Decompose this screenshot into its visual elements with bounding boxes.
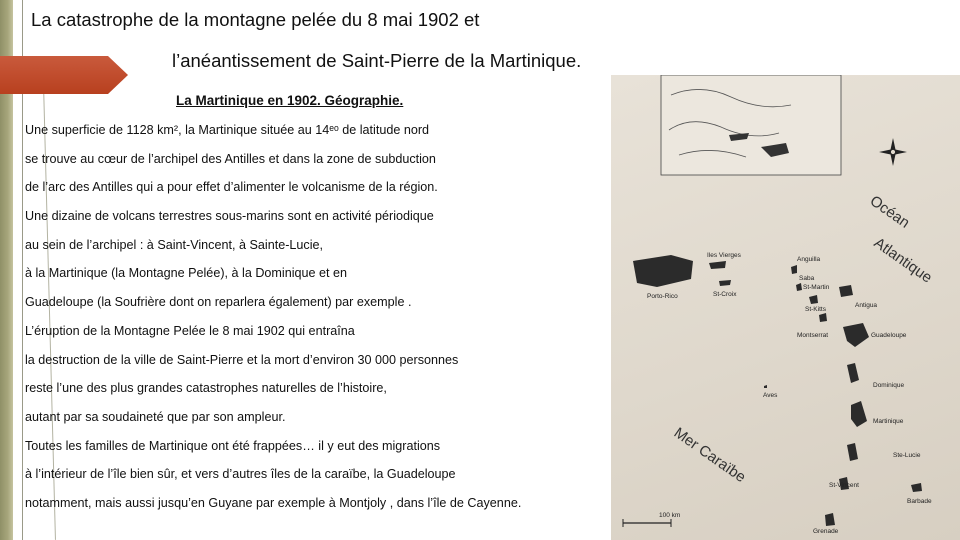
map-label: Aves — [763, 392, 778, 399]
map-island-iles-vierges — [709, 261, 726, 269]
map-label: Saba — [799, 275, 815, 282]
body-line: reste l’une des plus grandes catastrophes naturelles de l’histoire, — [25, 381, 387, 396]
map-label: Porto-Rico — [647, 293, 678, 300]
map-sea-label: Mer Caraïbe — [670, 424, 749, 487]
map-label: St-Vincent — [829, 482, 859, 489]
map-label: Iles Vierges — [707, 252, 741, 259]
map-label: Montserrat — [797, 332, 829, 339]
body-line: de l’arc des Antilles qui a pour effet d’alimenter le volcanisme de la région. — [25, 180, 438, 195]
title-accent-bar — [0, 56, 128, 94]
body-line: autant par sa soudaineté que par son ampleur. — [25, 409, 286, 424]
body-line: Toutes les familles de Martinique ont été frappées… il y eut des migrations — [25, 438, 441, 453]
map-island-guadeloupe — [843, 323, 869, 347]
map-label: Antigua — [855, 302, 878, 309]
body-line: Une dizaine de volcans terrestres sous-marins sont en activité périodique — [25, 209, 434, 224]
map-label: Ste-Lucie — [893, 452, 921, 459]
map-label: St-Kitts — [805, 306, 826, 313]
map-island-st-martin — [796, 283, 802, 291]
map-island-dominique — [847, 363, 859, 383]
map-island-ste-lucie — [847, 443, 858, 461]
compass-rose-icon — [879, 138, 907, 166]
map-island-aves — [764, 385, 767, 388]
map-island-porto-rico — [633, 255, 693, 287]
body-line: Une superficie de 1128 km², la Martinique située au 14ᵉᵒ de latitude nord — [25, 123, 430, 137]
map-ocean-label: Océan — [866, 192, 913, 232]
inset-map — [661, 75, 841, 175]
antilles-map-photo — [611, 75, 960, 540]
slide-title-line-1: La catastrophe de la montagne pelée du 8 mai 1902 et — [31, 9, 480, 30]
map-label: St-Croix — [713, 291, 737, 298]
map-scale-bar — [623, 512, 680, 527]
map-island-grenade — [825, 513, 835, 526]
map-island-antigua — [839, 285, 853, 297]
body-line: au sein de l’archipel : à Saint-Vincent, à Sainte-Lucie, — [25, 237, 324, 252]
body-line: à la Martinique (la Montagne Pelée), à la Dominique et en — [25, 266, 348, 281]
map-island-anguilla — [791, 265, 797, 274]
antilles-map — [611, 75, 960, 540]
body-line: Guadeloupe (la Soufrière dont on reparlera également) par exemple . — [25, 295, 412, 310]
map-island-montserrat — [819, 313, 827, 322]
map-scale-label: 100 km — [659, 512, 681, 519]
body-text — [25, 116, 610, 518]
map-label: Grenade — [813, 528, 839, 535]
section-heading: La Martinique en 1902. Géographie. — [176, 93, 404, 108]
map-label: Anguilla — [797, 256, 821, 263]
map-ocean-label: Atlantique — [870, 234, 936, 287]
map-island-barbade — [911, 483, 922, 492]
slide-title-line-2: l’anéantissement de Saint-Pierre de la Martinique. — [172, 50, 582, 71]
map-label: Barbade — [907, 498, 932, 505]
map-label: Martinique — [873, 418, 904, 425]
body-line: se trouve au cœur de l’archipel des Antilles et dans la zone de subduction — [25, 151, 436, 166]
map-label: Dominique — [873, 382, 905, 389]
map-label: Guadeloupe — [871, 332, 907, 339]
body-line: notamment, mais aussi jusqu’en Guyane par exemple à Montjoly , dans l’île de Cayenne. — [25, 495, 522, 510]
map-label: St-Martin — [803, 284, 830, 291]
map-island-martinique — [851, 401, 867, 427]
body-line: à l’intérieur de l’île bien sûr, et vers d’autres îles de la caraïbe, la Guadeloupe — [25, 467, 456, 482]
body-line: la destruction de la ville de Saint-Pierre et la mort d’environ 30 000 personnes — [25, 352, 459, 367]
body-line: L’éruption de la Montagne Pelée le 8 mai 1902 qui entraîna — [25, 323, 355, 338]
map-island-st-kitts — [809, 295, 818, 304]
map-island-st-croix — [719, 280, 731, 286]
